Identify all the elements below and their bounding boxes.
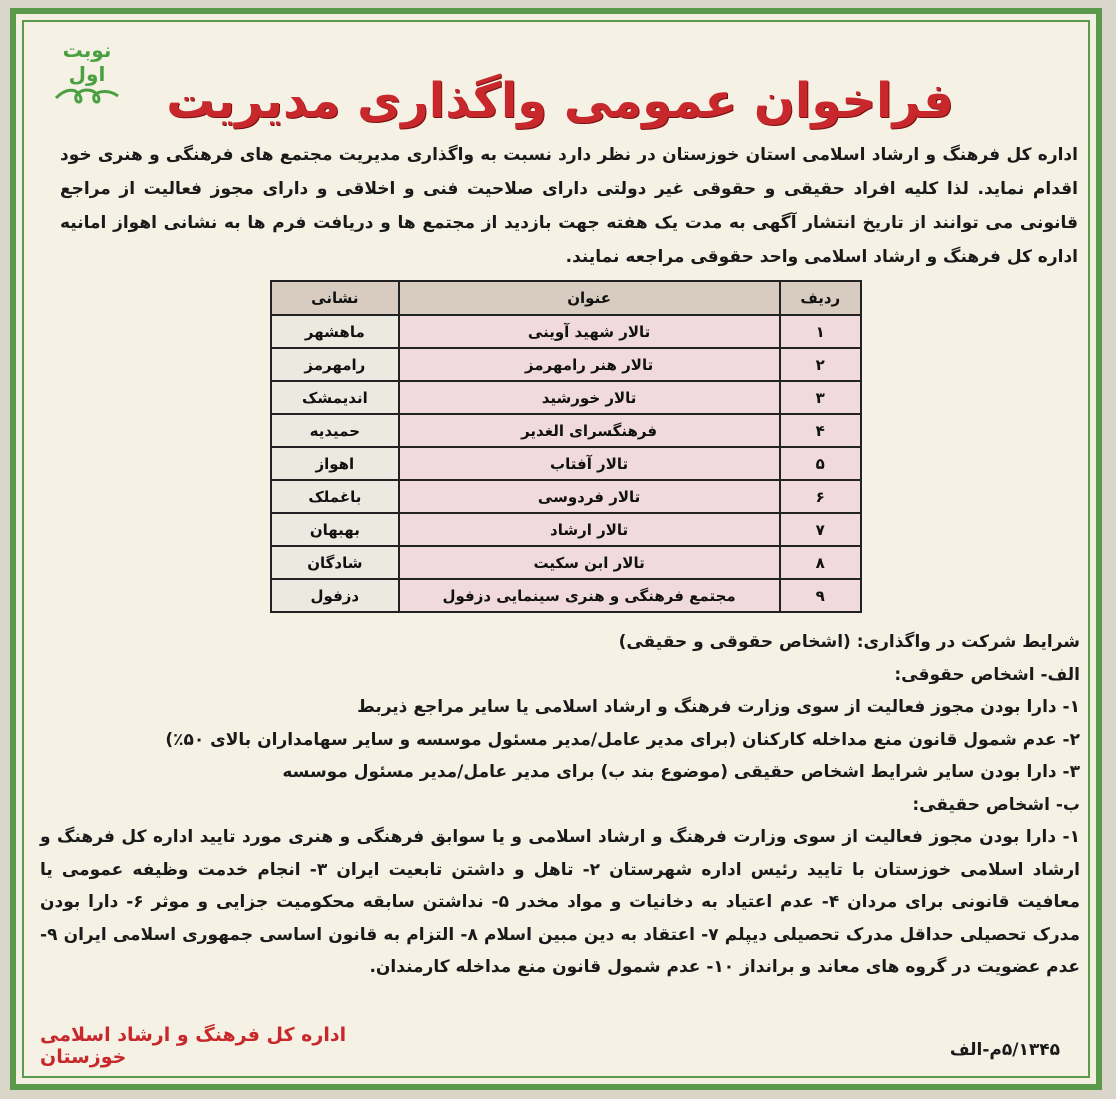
table-row [271,546,861,579]
natural-persons-heading: ب- اشخاص حقیقی: [912,794,1080,815]
cell-address: ماهشهر [271,315,399,348]
table-row [271,315,861,348]
cell-title: تالار هنر رامهرمز [399,348,780,381]
cell-address: باغملک [271,480,399,513]
cell-row-number: ۴ [780,414,862,447]
cell-title: تالار شهید آوینی [399,315,780,348]
notice-code: ۵/۱۳۴۵م-الف [949,1040,1060,1060]
cell-address: اندیمشک [271,381,399,414]
legal-condition-item: ۱- دارا بودن مجوز فعالیت از سوی وزارت فرهنگ و ارشاد اسلامی یا سایر مراجع ذیربط [357,697,1080,717]
first-publication-badge [42,38,132,90]
table-row [271,381,861,414]
table-row [271,348,861,381]
badge-label: نوبت اول [62,38,112,86]
cell-row-number: ۲ [780,348,862,381]
cell-row-number: ۹ [780,579,862,612]
badge-swirl-icon [52,86,122,106]
intro-paragraph: اداره کل فرهنگ و ارشاد اسلامی استان خوزستان در نظر دارد نسبت به واگذاری مدیریت مجتمع های فرهنگی و هنری خود اقدام نماید. لذا کلیه افراد حقیقی و حقوقی غیر دولتی دارای صلاحیت فنی و اخلاقی و دارای مجوز فعالیت از مراجع قانونی می توانند از تاریخ انتشار آگهی به مدت یک هفته جهت بازدید از مجتمع ها و دریافت فرم ها به نشانی اهواز امانیه اداره کل فرهنگ و ارشاد اسلامی واحد حقوقی مراجعه نمایند. [60,145,1078,267]
conditions-heading: شرایط شرکت در واگذاری: (اشخاص حقوقی و حقیقی) [618,632,1080,652]
cell-address: شادگان [271,546,399,579]
table-row [271,579,861,612]
cell-row-number: ۵ [780,447,862,480]
cell-address: حمیدیه [271,414,399,447]
table-row [271,480,861,513]
cell-title: فرهنگسرای الغدیر [399,414,780,447]
cell-address: رامهرمز [271,348,399,381]
cell-address: بهبهان [271,513,399,546]
page-title: فراخوان عمومی واگذاری مدیریت [166,73,954,129]
issuing-organization: اداره کل فرهنگ و ارشاد اسلامی خوزستان [40,1024,347,1068]
venues-table [270,280,862,613]
cell-address: اهواز [271,447,399,480]
header-address: نشانی [271,281,399,315]
cell-title: تالار خورشید [399,381,780,414]
table-header-row [271,281,861,315]
conditions-section [40,626,1080,984]
legal-persons-heading: الف- اشخاص حقوقی: [894,664,1080,685]
table-row [271,513,861,546]
cell-row-number: ۶ [780,480,862,513]
cell-title: تالار فردوسی [399,480,780,513]
header-title: عنوان [399,281,780,315]
legal-condition-item: ۳- دارا بودن سایر شرایط اشخاص حقیقی (موضوع بند ب) برای مدیر عامل/مدیر مسئول موسسه [282,762,1080,782]
natural-conditions-text: ۱- دارا بودن مجوز فعالیت از سوی وزارت فرهنگ و ارشاد اسلامی و یا سوابق فرهنگی و هنری مورد تایید اداره کل فرهنگ و ارشاد اسلامی خوزستان با تایید رئیس اداره شهرستان ۲- تاهل و داشتن تابعیت ایران ۳- انجام خدمت وظیفه عمومی یا معافیت قانونی برای مردان ۴- عدم اعتیاد به دخانیات و مواد مخدر ۵- نداشتن سابقه محکومیت جزایی و موثر ۶- دارا بودن مدرک تحصیلی حداقل مدرک تحصیلی دیپلم ۷- اعتقاد به دین مبین اسلام ۸- التزام به قانون اساسی جمهوری اسلامی ایران ۹- عدم عضویت در گروه های معاند و برانداز ۱۰- عدم شمول قانون منع مداخله کارمندان. [40,827,1081,977]
table-row [271,447,861,480]
cell-title: مجتمع فرهنگی و هنری سینمایی دزفول [399,579,780,612]
cell-row-number: ۸ [780,546,862,579]
cell-row-number: ۳ [780,381,862,414]
header-row-number: ردیف [780,281,862,315]
table-row [271,414,861,447]
cell-row-number: ۱ [780,315,862,348]
cell-title: تالار آفتاب [399,447,780,480]
cell-address: دزفول [271,579,399,612]
cell-title: تالار ابن سکیت [399,546,780,579]
cell-title: تالار ارشاد [399,513,780,546]
cell-row-number: ۷ [780,513,862,546]
legal-condition-item: ۲- عدم شمول قانون منع مداخله کارکنان (برای مدیر عامل/مدیر مسئول موسسه و سایر سهامداران بالای ۵۰٪) [165,729,1080,750]
